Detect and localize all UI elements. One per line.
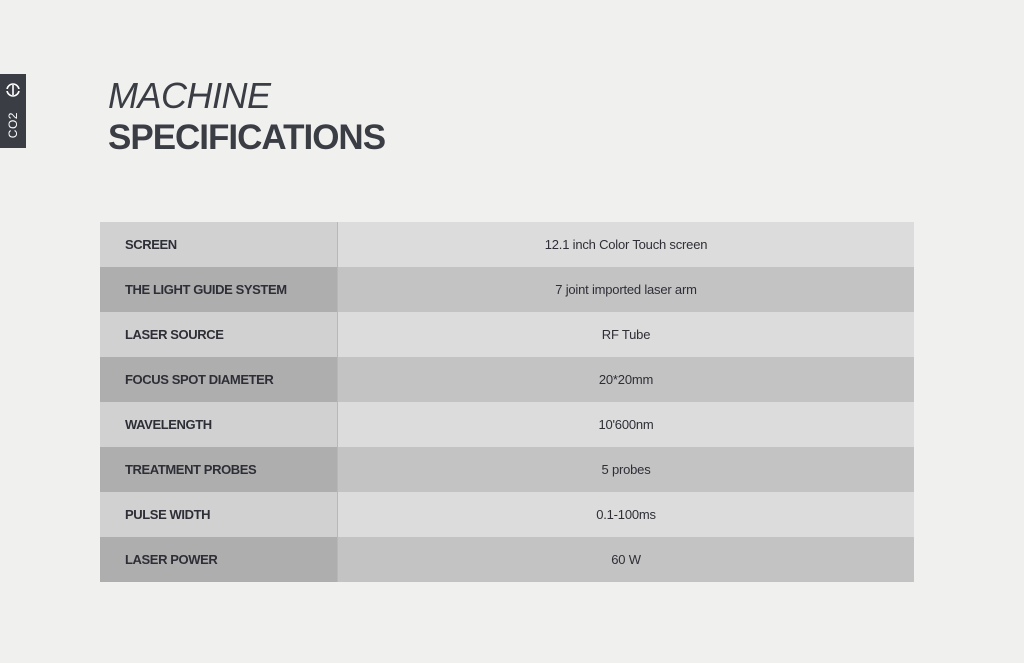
spec-value: 7 joint imported laser arm <box>338 267 914 312</box>
spec-row-screen <box>100 222 914 267</box>
spec-value: 0.1-100ms <box>338 492 914 537</box>
spec-value: RF Tube <box>338 312 914 357</box>
page-title <box>108 76 385 158</box>
side-tab <box>0 74 26 148</box>
spec-label: SCREEN <box>100 222 338 267</box>
specifications-table <box>100 222 914 582</box>
spec-row-wavelength <box>100 402 914 447</box>
spec-value: 12.1 inch Color Touch screen <box>338 222 914 267</box>
title-line-specifications: SPECIFICATIONS <box>108 118 386 157</box>
spec-label: PULSE WIDTH <box>100 492 338 537</box>
spec-value: 20*20mm <box>338 357 914 402</box>
side-tab-label: CO2 <box>6 111 20 138</box>
spec-value: 60 W <box>338 537 914 582</box>
spec-label: TREATMENT PROBES <box>100 447 338 492</box>
spec-label: LASER POWER <box>100 537 338 582</box>
spec-row-laser-power <box>100 537 914 582</box>
spec-label: LASER SOURCE <box>100 312 338 357</box>
brand-logo-icon <box>5 82 21 98</box>
spec-row-laser-source <box>100 312 914 357</box>
spec-row-treatment-probes <box>100 447 914 492</box>
spec-value: 5 probes <box>338 447 914 492</box>
spec-value: 10'600nm <box>338 402 914 447</box>
spec-label: THE LIGHT GUIDE SYSTEM <box>100 267 338 312</box>
spec-row-pulse-width <box>100 492 914 537</box>
spec-label: FOCUS SPOT DIAMETER <box>100 357 338 402</box>
title-line-machine: MACHINE <box>108 75 271 116</box>
spec-row-focus-spot-diameter <box>100 357 914 402</box>
spec-label: WAVELENGTH <box>100 402 338 447</box>
spec-row-light-guide-system <box>100 267 914 312</box>
